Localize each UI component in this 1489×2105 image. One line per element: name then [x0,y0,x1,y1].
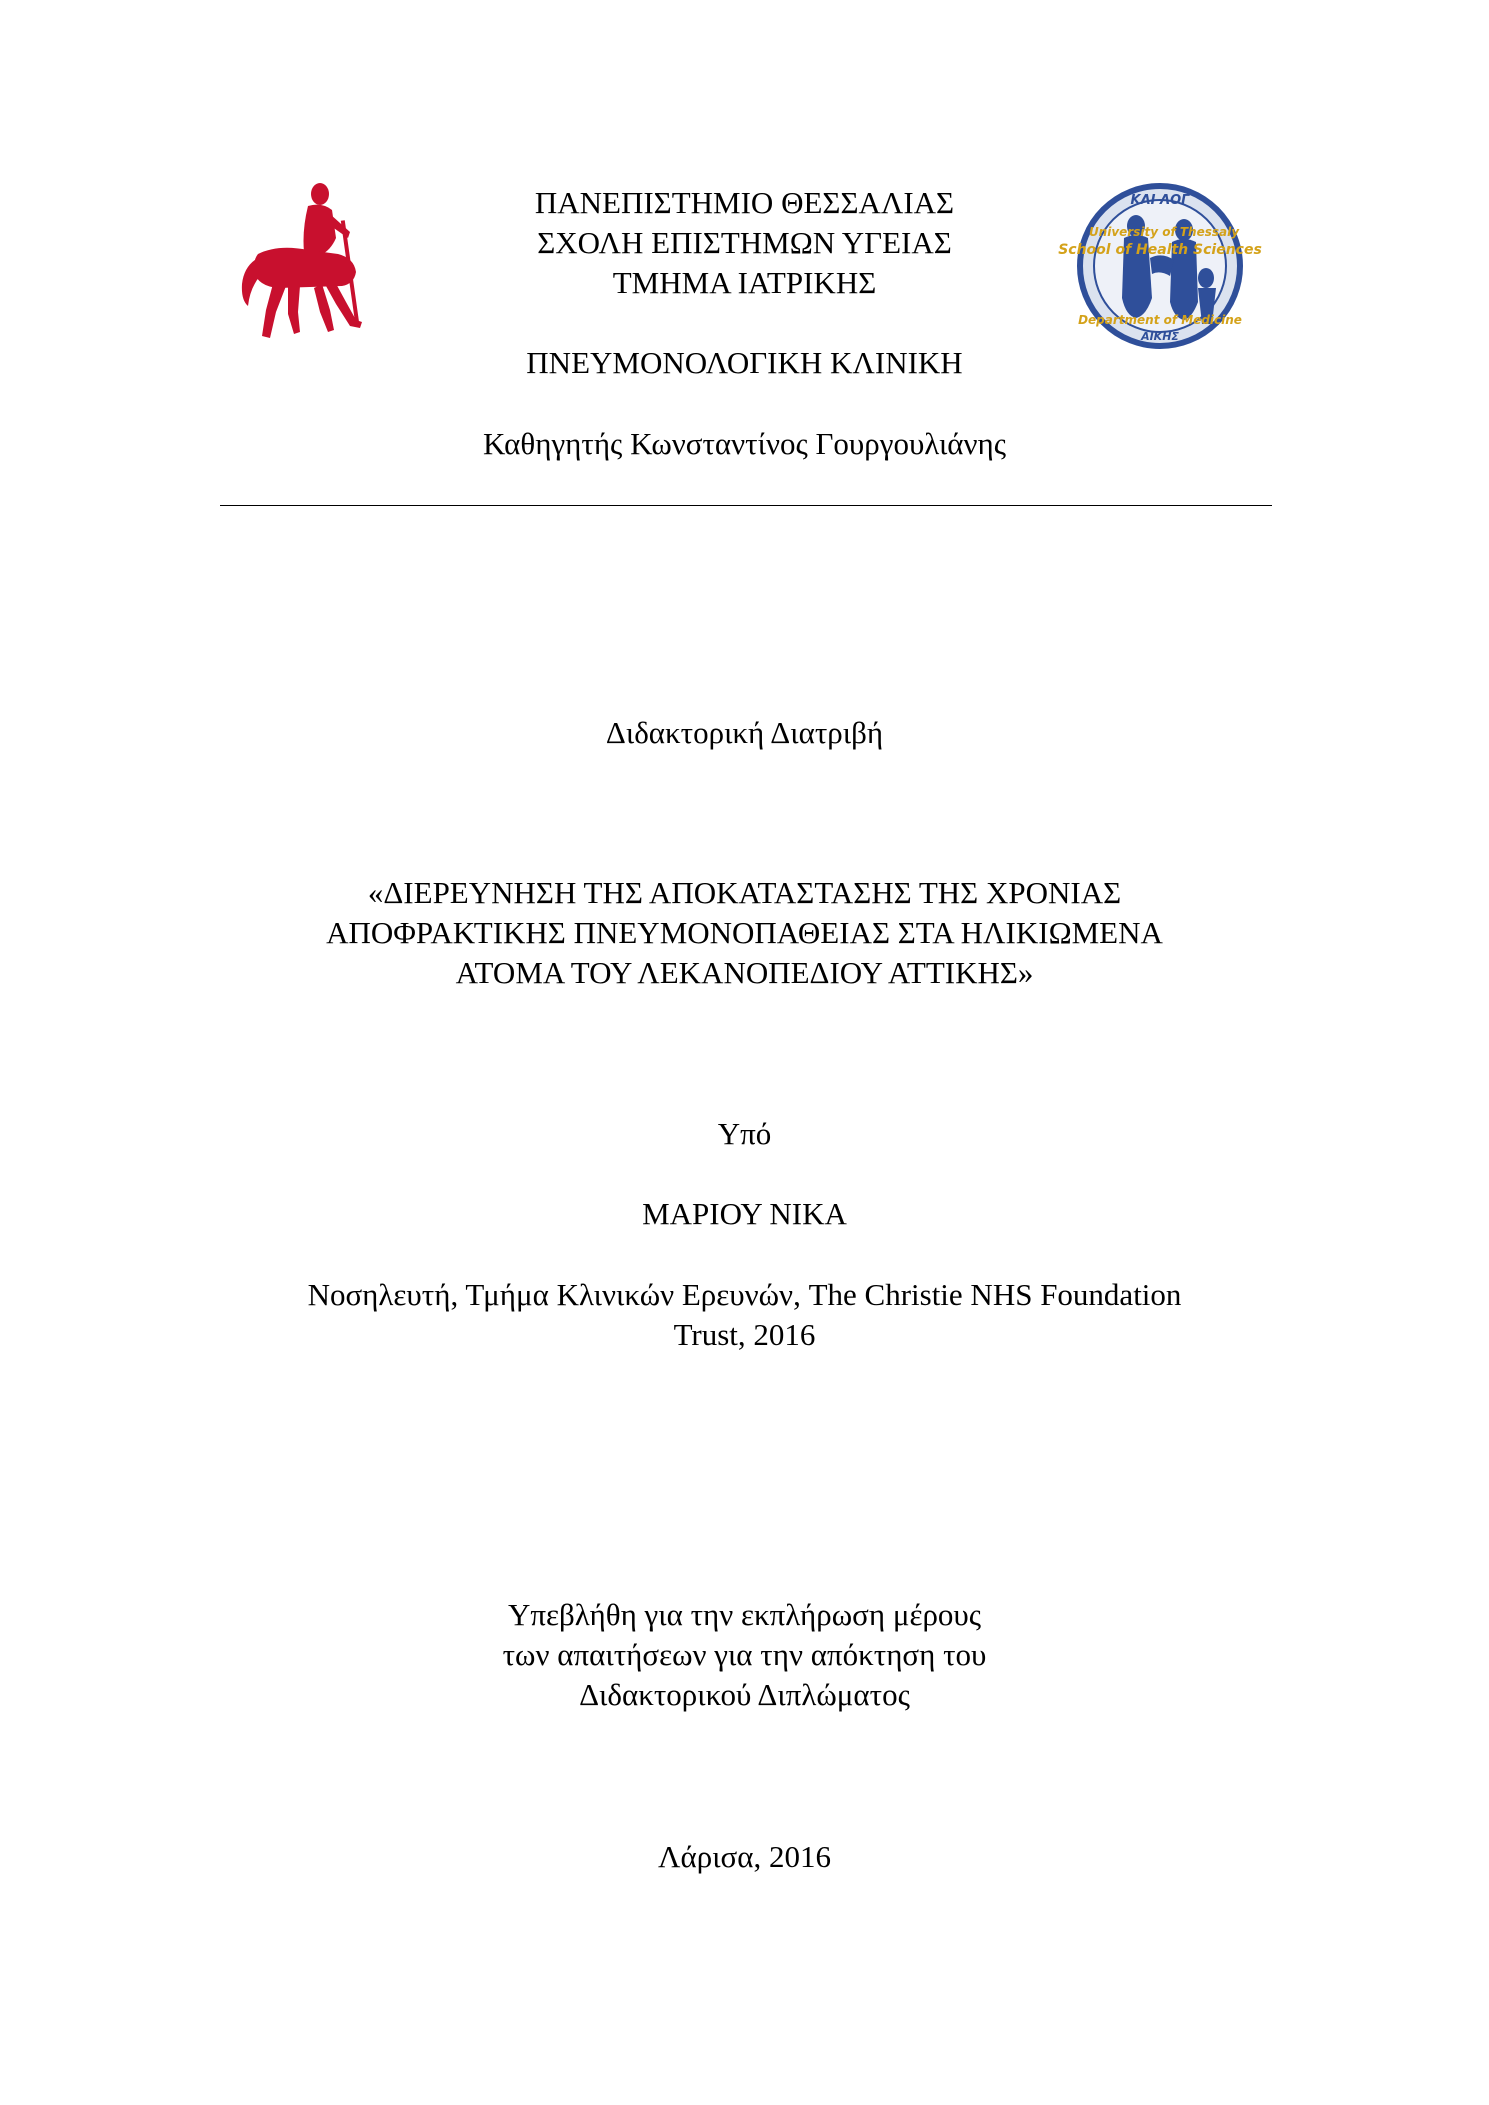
professor-name: Καθηγητής Κωνσταντίνος Γουργουλιάνης [482,426,1007,461]
submission-line-3: Διδακτορικού Διπλώματος [579,1677,910,1712]
document-type: Διδακτορική Διατριβή [605,715,884,750]
department-name: ΤΜΗΜΑ ΙΑΤΡΙΚΗΣ [612,265,877,300]
seal-bottom-text: ΑΙΚΗΣ [1141,330,1179,343]
seal-overlay-line-2: School of Health Sciences [1058,242,1262,258]
thesis-title-line-2: ΑΠΟΦΡΑΚΤΙΚΗΣ ΠΝΕΥΜΟΝΟΠΑΘΕΙΑΣ ΣΤΑ ΗΛΙΚΙΩΜΕΝΑ [326,915,1163,950]
author-affiliation [0,1275,1489,1355]
seal-top-text: ΚΑΙ ΛΟΓ [1130,193,1190,208]
author-name: ΜΑΡΙΟΥ ΝΙΚΑ [642,1196,847,1231]
thesis-title [0,873,1489,993]
by-label: Υπό [717,1116,772,1151]
place-date: Λάρισα, 2016 [658,1839,831,1874]
submission-line-1: Υπεβλήθη για την εκπλήρωση μέρους [507,1597,982,1632]
header-divider [220,505,1272,506]
school-name: ΣΧΟΛΗ ΕΠΙΣΤΗΜΩΝ ΥΓΕΙΑΣ [537,225,952,260]
affiliation-line-2: Trust, 2016 [673,1317,816,1352]
affiliation-line-1: Νοσηλευτή, Τμήμα Κλινικών Ερευνών, The Christie NHS Foundation [307,1277,1182,1312]
clinic-name: ΠΝΕΥΜΟΝΟΛΟΓΙΚΗ ΚΛΙΝΙΚΗ [526,345,963,380]
university-name: ΠΑΝΕΠΙΣΤΗΜΙΟ ΘΕΣΣΑΛΙΑΣ [534,185,955,220]
thesis-title-line-3: ΑΤΟΜΑ ΤΟΥ ΛΕΚΑΝΟΠΕΔΙΟΥ ΑΤΤΙΚΗΣ» [455,955,1034,990]
seal-overlay-line-1: University of Thessaly [1088,225,1240,239]
submission-statement [0,1595,1489,1715]
thesis-title-line-1: «ΔΙΕΡΕΥΝΗΣΗ ΤΗΣ ΑΠΟΚΑΤΑΣΤΑΣΗΣ ΤΗΣ ΧΡΟΝΙΑΣ [367,875,1122,910]
submission-line-2: των απαιτήσεων για την απόκτηση του [502,1637,987,1672]
seal-overlay-line-3: Department of Medicine [1078,313,1242,327]
